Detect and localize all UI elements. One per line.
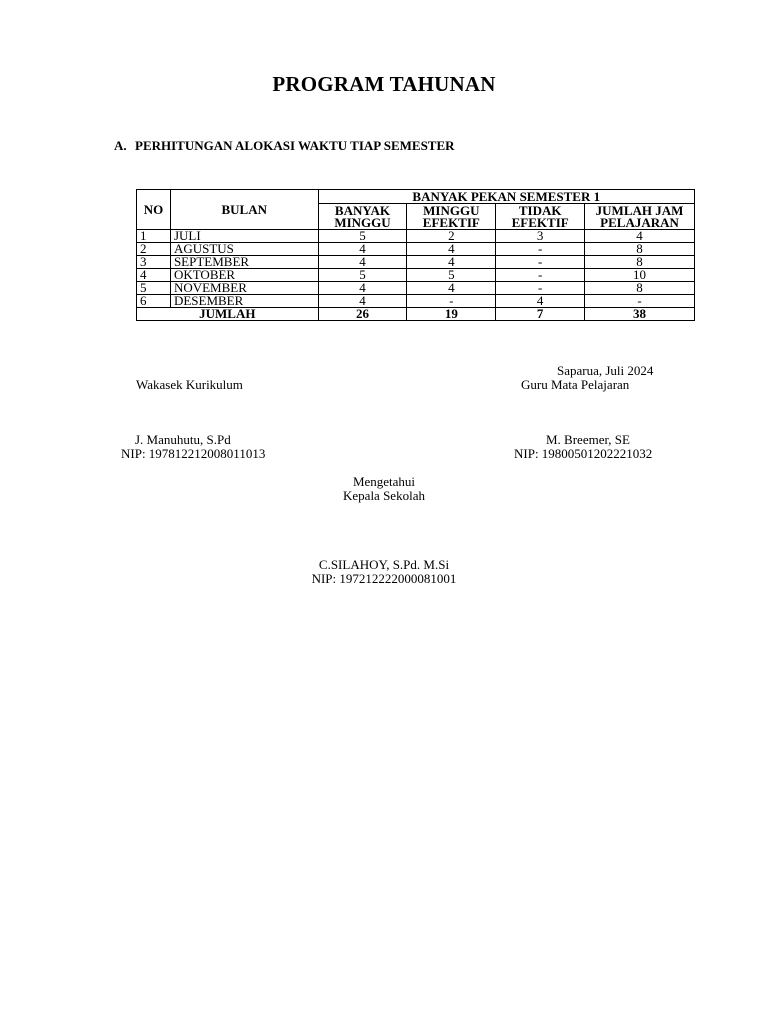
principal-role: Kepala Sekolah <box>343 488 425 503</box>
total-label: JUMLAH <box>137 308 319 321</box>
table-row: 4 OKTOBER 5 5 - 10 <box>137 269 695 282</box>
header-group: BANYAK PEKAN SEMESTER 1 <box>318 190 694 204</box>
header-minggu-efektif: MINGGU EFEKTIF <box>407 204 496 230</box>
principal-name: C.SILAHOY, S.Pd. M.Si <box>318 557 450 572</box>
acknowledge-label: Mengetahui <box>352 474 416 489</box>
left-signer-nip: NIP: 197812212008011013 <box>121 446 266 461</box>
table-row: 1 JULI 5 2 3 4 <box>137 230 695 243</box>
table-row: 6 DESEMBER 4 - 4 - <box>137 295 695 308</box>
page-title: PROGRAM TAHUNAN <box>272 72 496 96</box>
header-bulan: BULAN <box>170 190 318 230</box>
principal-nip: NIP: 197212222000081001 <box>311 571 457 586</box>
table-row: 5 NOVEMBER 4 4 - 8 <box>137 282 695 295</box>
table-row: 2 AGUSTUS 4 4 - 8 <box>137 243 695 256</box>
allocation-table <box>136 189 695 321</box>
section-heading <box>114 138 455 154</box>
right-signer-role: Guru Mata Pelajaran <box>521 377 630 392</box>
header-tidak-efektif: TIDAK EFEKTIF <box>496 204 585 230</box>
section-letter: A. <box>114 138 127 153</box>
left-signer-role: Wakasek Kurikulum <box>136 377 243 392</box>
header-jumlah-jam: JUMLAH JAM PELAJARAN <box>585 204 695 230</box>
right-signer-name: M. Breemer, SE <box>546 432 630 447</box>
table-row: 3 SEPTEMBER 4 4 - 8 <box>137 256 695 269</box>
header-banyak-minggu: BANYAK MINGGU <box>318 204 407 230</box>
right-signer-nip: NIP: 19800501202221032 <box>514 446 653 461</box>
place-date: Saparua, Juli 2024 <box>557 363 654 378</box>
left-signer-name: J. Manuhutu, S.Pd <box>135 432 231 447</box>
header-no: NO <box>137 190 171 230</box>
section-heading-text: PERHITUNGAN ALOKASI WAKTU TIAP SEMESTER <box>135 138 455 153</box>
table-total-row: JUMLAH 26 19 7 38 <box>137 308 695 321</box>
